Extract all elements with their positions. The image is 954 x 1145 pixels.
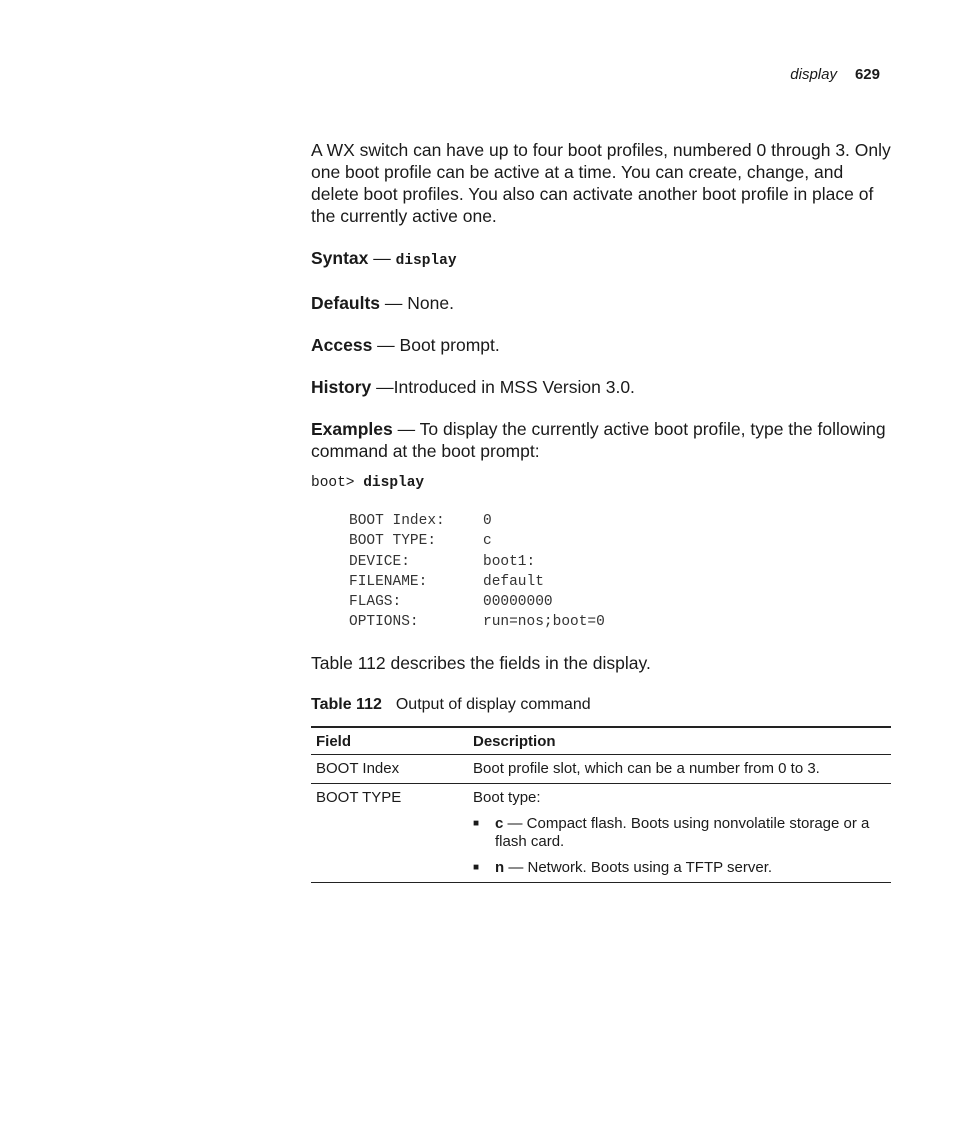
access-line [311, 334, 891, 356]
section-name: display [790, 66, 837, 83]
bullet-term: c [495, 814, 504, 832]
examples-label: Examples [311, 419, 393, 439]
table-row [311, 783, 891, 882]
syntax-label: Syntax [311, 248, 369, 268]
table-caption-label: Table 112 [311, 695, 382, 713]
table-row [311, 754, 891, 783]
bullet-text: — Compact flash. Boots using nonvolatile storage or a flash card. [495, 814, 870, 850]
bullet-item [473, 815, 886, 851]
defaults-line [311, 292, 891, 314]
bullet-item [473, 859, 886, 877]
output-row: OPTIONS: run=nos;boot=0 [349, 614, 605, 631]
field-cell: BOOT TYPE [316, 788, 402, 806]
syntax-line [311, 247, 891, 272]
description-text: Boot type: [473, 788, 541, 806]
syntax-command: display [395, 253, 457, 269]
output-row: FLAGS: 00000000 [349, 594, 553, 611]
field-cell: BOOT Index [316, 759, 400, 777]
history-text: —Introduced in MSS Version 3.0. [371, 377, 635, 397]
defaults-text: — None. [380, 293, 454, 313]
table-caption [311, 696, 891, 714]
description-cell [468, 783, 891, 882]
table-reference: Table 112 describes the fields in the display. [311, 652, 651, 673]
bullet-square-icon: ■ [473, 817, 480, 829]
output-row: BOOT TYPE: c [349, 533, 492, 550]
examples-text: — To display the currently active boot profile, type the following command at the boot prompt: [311, 419, 886, 461]
command-text: display [363, 475, 425, 491]
header-description: Description [473, 732, 556, 750]
syntax-separator: — [368, 248, 396, 268]
intro-paragraph: A WX switch can have up to four boot profiles, numbered 0 through 3. Only one boot profile can be active at a time. You can create, change, and delete boot profiles. You also can activate another boot profile in place of the currently active one. [311, 140, 891, 226]
page-number: 629 [854, 66, 880, 83]
access-text: — Boot prompt. [372, 335, 500, 355]
examples-paragraph [311, 418, 891, 462]
defaults-label: Defaults [311, 293, 381, 313]
table-caption-text: Output of display command [395, 695, 591, 713]
bullet-square-icon: ■ [473, 861, 480, 873]
table-header-row [311, 727, 891, 755]
history-line [311, 376, 891, 398]
description-cell: Boot profile slot, which can be a number from 0 to 3. [473, 759, 820, 777]
access-label: Access [311, 335, 373, 355]
output-row: DEVICE: boot1: [349, 553, 536, 570]
history-label: History [311, 377, 372, 397]
output-row: BOOT Index: 0 [349, 513, 492, 529]
command-output [349, 511, 891, 633]
bullet-term: n [495, 858, 505, 876]
output-row: FILENAME: default [349, 573, 544, 590]
bullet-text: — Network. Boots using a TFTP server. [504, 858, 773, 876]
command-line [311, 474, 891, 491]
boot-prompt: boot> [311, 475, 364, 491]
header-field: Field [316, 732, 352, 750]
page-header [790, 66, 880, 83]
fields-table [311, 726, 891, 883]
main-content [311, 139, 891, 883]
